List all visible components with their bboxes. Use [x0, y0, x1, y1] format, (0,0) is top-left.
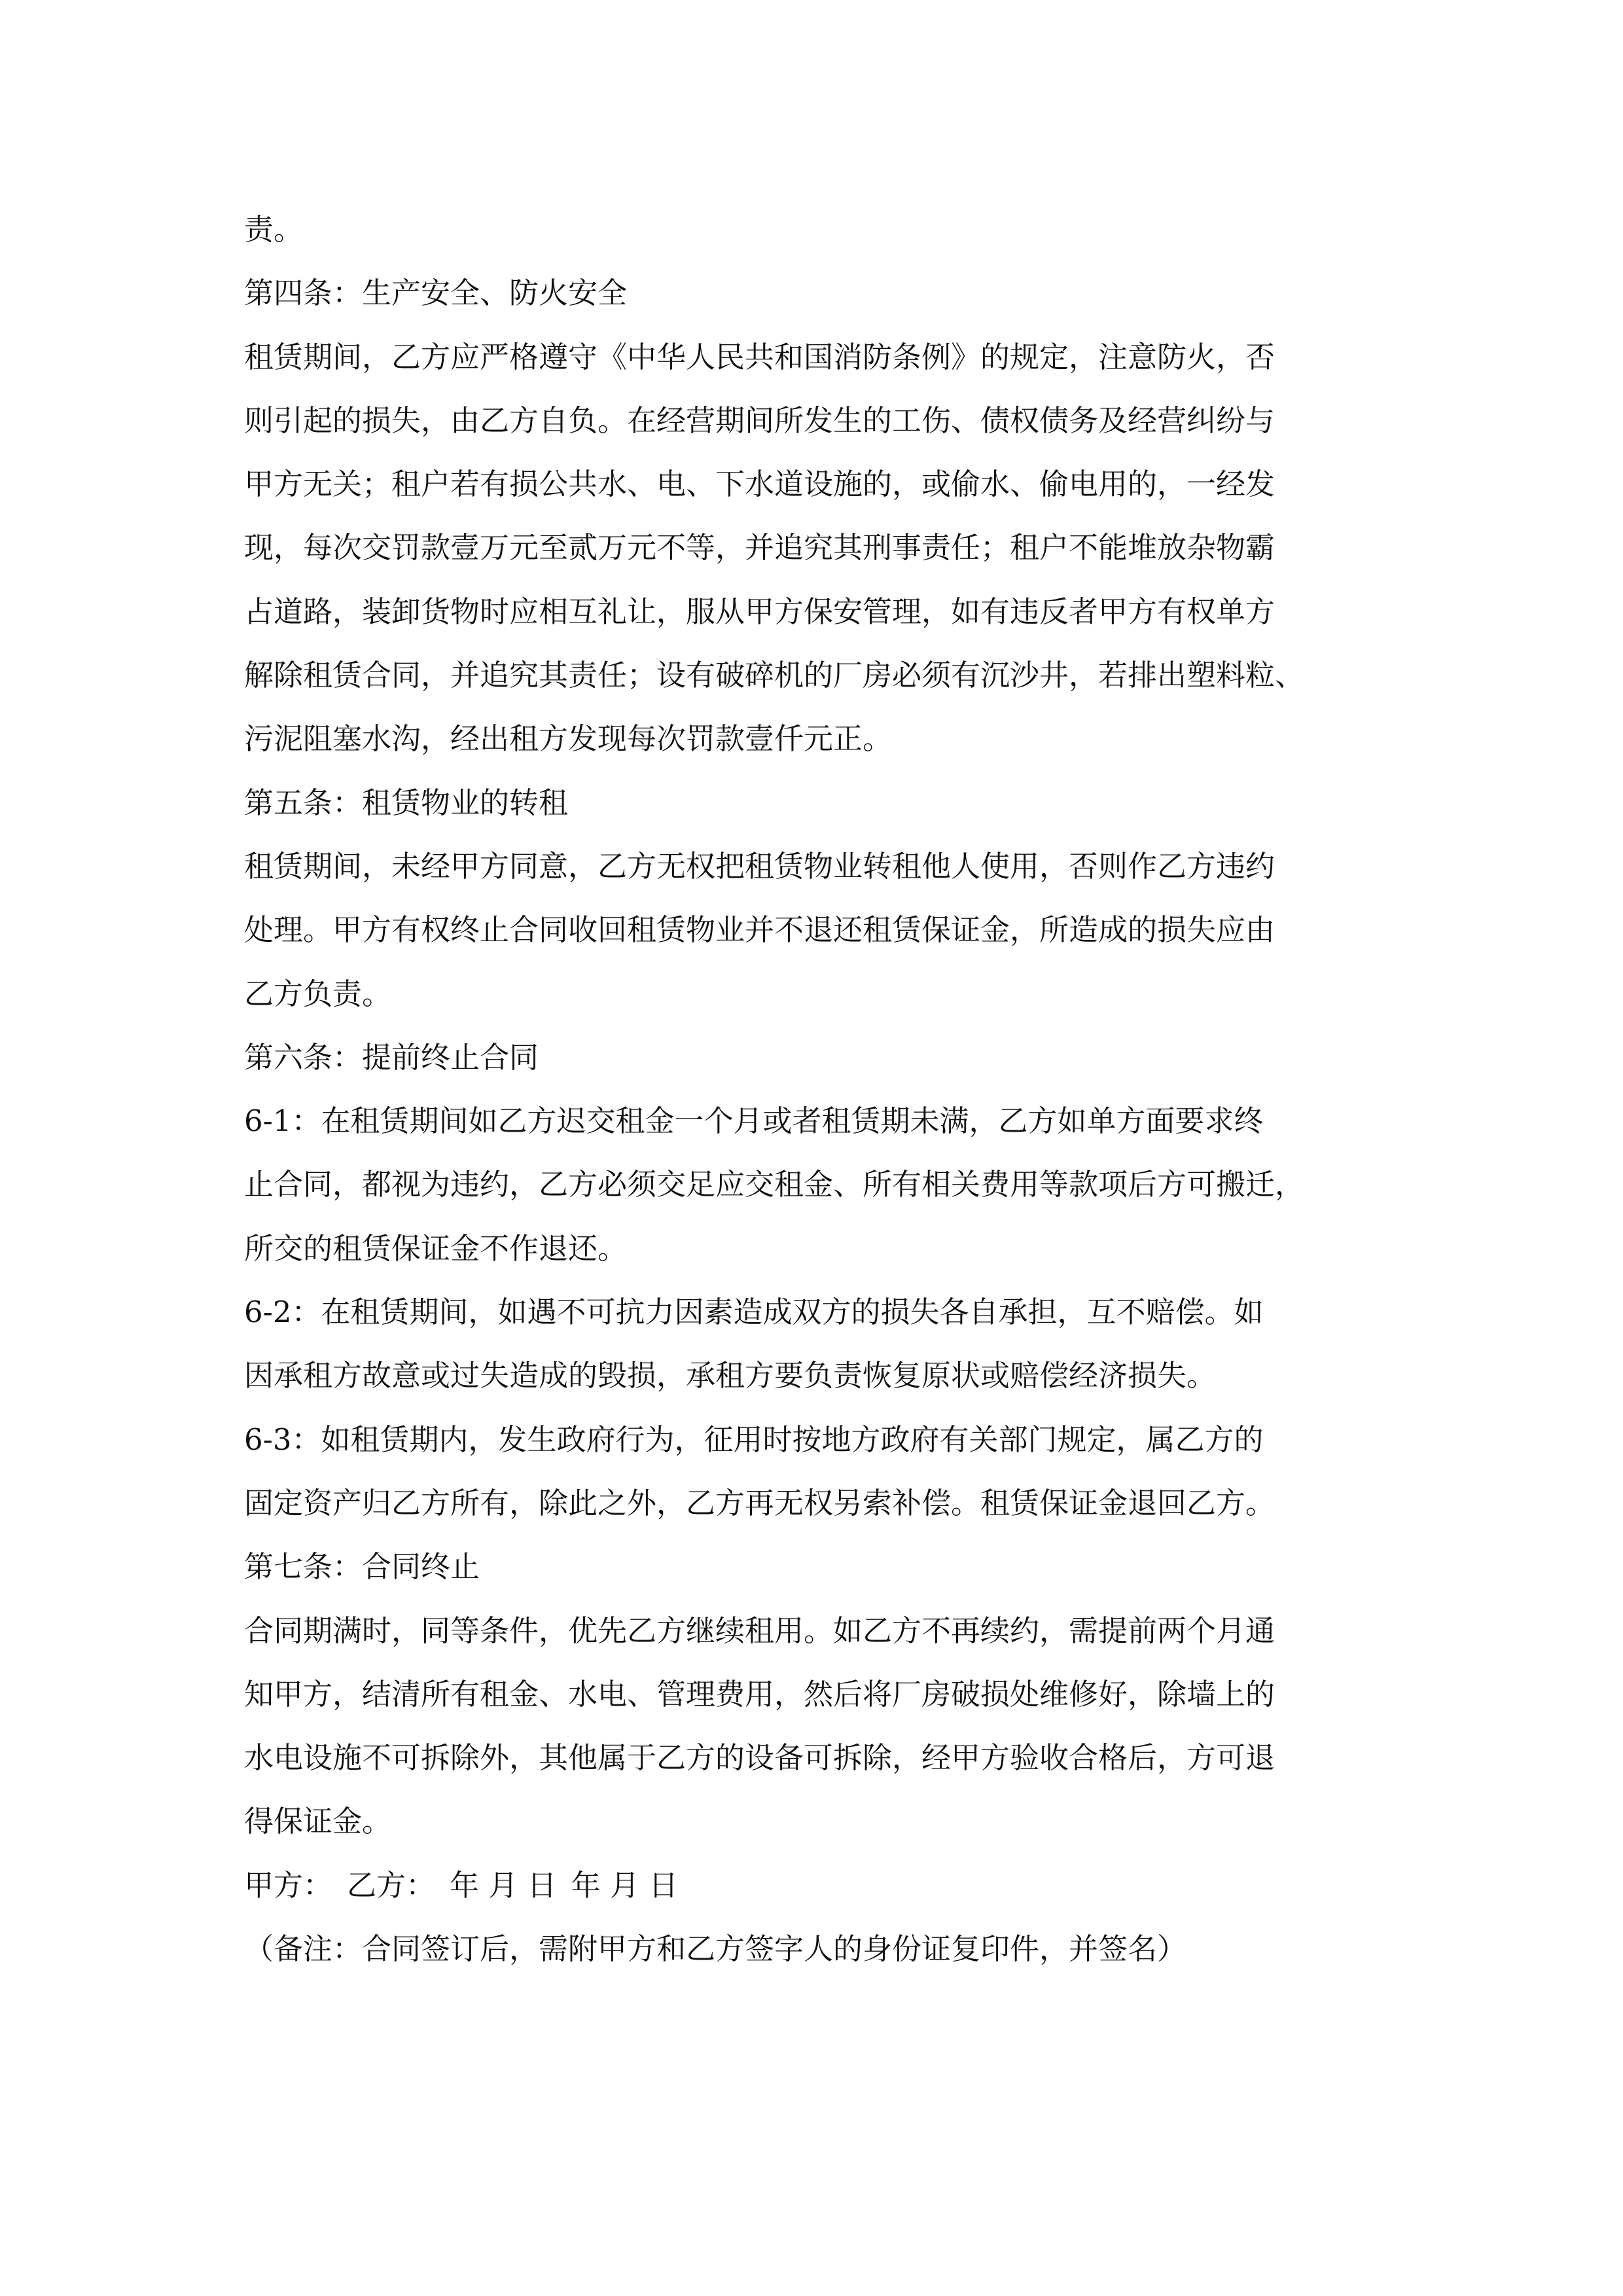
text-line: 处理。甲方有权终止合同收回租赁物业并不退还租赁保证金，所造成的损失应由 — [244, 912, 1275, 948]
date-b: 年 月 日 — [571, 1867, 679, 1903]
text-line: 得保证金。 — [244, 1804, 392, 1839]
party-a-label: 甲方： — [244, 1867, 333, 1903]
text-line: 所交的租赁保证金不作退还。 — [244, 1230, 628, 1266]
text-line: 6-1：在租赁期间如乙方迟交租金一个月或者租赁期未满，乙方如单方面要求终 — [244, 1103, 1264, 1139]
text-line: 因承租方故意或过失造成的毁损，承租方要负责恢复原状或赔偿经济损失。 — [244, 1358, 1217, 1393]
text-line: 固定资产归乙方所有，除此之外，乙方再无权另索补偿。租赁保证金退回乙方。 — [244, 1485, 1275, 1520]
text-line: 租赁期间，未经甲方同意，乙方无权把租赁物业转租他人使用，否则作乙方违约 — [244, 848, 1275, 884]
text-line: 合同期满时，同等条件，优先乙方继续租用。如乙方不再续约，需提前两个月通 — [244, 1613, 1275, 1648]
text-line: 水电设施不可拆除外，其他属于乙方的设备可拆除，经甲方验收合格后，方可退 — [244, 1740, 1275, 1776]
text-line: 污泥阻塞水沟，经出租方发现每次罚款壹仟元正。 — [244, 721, 893, 757]
text-line: 乙方负责。 — [244, 976, 392, 1011]
text-line: 则引起的损失，由乙方自负。在经营期间所发生的工伤、债权债务及经营纠纷与 — [244, 403, 1275, 438]
text-line: 6-3：如租赁期内，发生政府行为，征用时按地方政府有关部门规定，属乙方的 — [244, 1422, 1264, 1457]
section-heading-4: 第四条：生产安全、防火安全 — [244, 276, 628, 311]
text-line: 知甲方，结清所有租金、水电、管理费用，然后将厂房破损处维修好，除墙上的 — [244, 1676, 1275, 1712]
text-line: 止合同，都视为违约，乙方必须交足应交租金、所有相关费用等款项后方可搬迁， — [244, 1167, 1305, 1202]
section-heading-7: 第七条：合同终止 — [244, 1549, 480, 1585]
section-heading-6: 第六条：提前终止合同 — [244, 1039, 539, 1075]
text-line: 租赁期间，乙方应严格遵守《中华人民共和国消防条例》的规定，注意防火，否 — [244, 339, 1275, 374]
text-line: 现，每次交罚款壹万元至贰万元不等，并追究其刑事责任；租户不能堆放杂物霸 — [244, 530, 1275, 565]
footnote: （备注：合同签订后，需附甲方和乙方签字人的身份证复印件，并签名） — [244, 1931, 1187, 1967]
text-line: 甲方无关；租户若有损公共水、电、下水道设施的，或偷水、偷电用的，一经发 — [244, 467, 1275, 502]
text-line: 责。 — [244, 212, 304, 247]
text-line: 6-2：在租赁期间，如遇不可抗力因素造成双方的损失各自承担，互不赔偿。如 — [244, 1295, 1264, 1330]
text-line: 占道路，装卸货物时应相互礼让，服从甲方保安管理，如有违反者甲方有权单方 — [244, 594, 1275, 629]
text-line: 解除租赁合同，并追究其责任；设有破碎机的厂房必须有沉沙井，若排出塑料粒、 — [244, 658, 1305, 693]
signature-line — [244, 1854, 1396, 1917]
document-body — [244, 198, 1396, 1981]
party-b-label: 乙方： — [347, 1867, 436, 1903]
date-a: 年 月 日 — [450, 1867, 557, 1903]
section-heading-5: 第五条：租赁物业的转租 — [244, 785, 569, 820]
